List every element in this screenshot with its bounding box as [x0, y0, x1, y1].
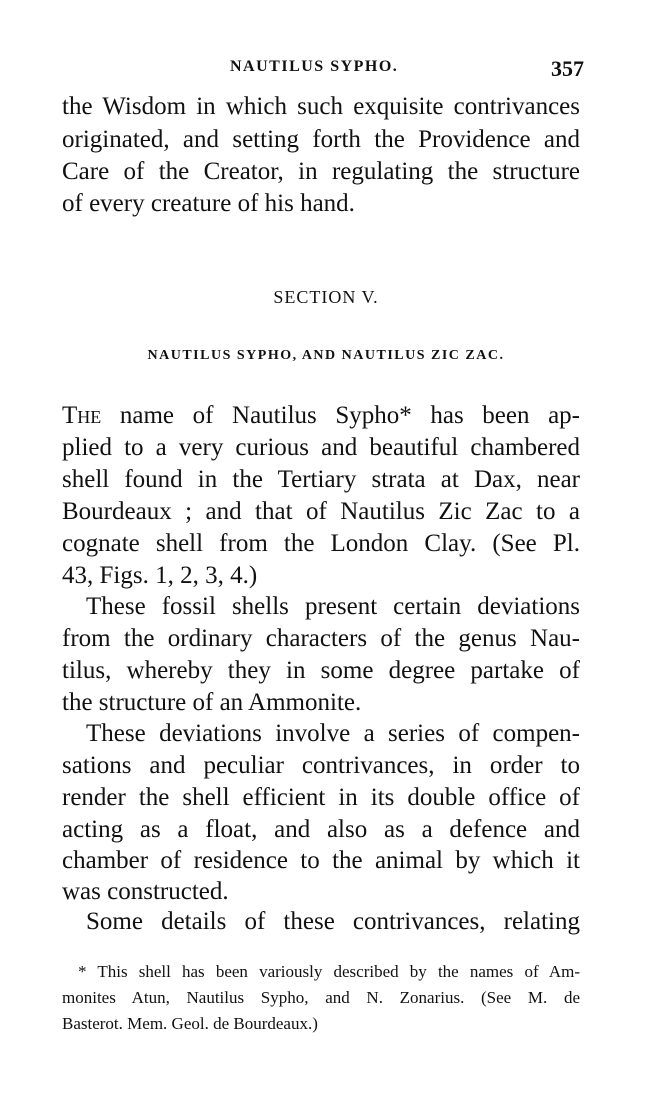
- paragraph-3-line: render the shell efficient in its double office of: [62, 784, 580, 811]
- paragraph-3-line: These deviations involve a series of compen-: [86, 720, 580, 747]
- section-subtitle: NAUTILUS SYPHO, AND NAUTILUS ZIC ZAC.: [147, 348, 505, 363]
- paragraph-3-line: chamber of residence to the animal by which it: [62, 847, 580, 874]
- paragraph-2-line: the structure of an Ammonite.: [62, 689, 362, 716]
- paragraph-3-line: was constructed.: [62, 878, 229, 905]
- paragraph-1-line: shell found in the Tertiary strata at Dax, near: [62, 466, 580, 493]
- continuation-line: the Wisdom in which such exquisite contrivances: [62, 93, 580, 120]
- paragraph-2-line: from the ordinary characters of the genus Nau-: [62, 625, 580, 652]
- paragraph-1-first-line: [62, 401, 580, 431]
- section-title: SECTION V.: [273, 287, 379, 307]
- continuation-line: originated, and setting forth the Providence and: [62, 126, 580, 153]
- first-line-text: name of Nautilus Sypho* has been ap-: [101, 402, 580, 429]
- continuation-line: of every creature of his hand.: [62, 190, 355, 217]
- drop-word: The: [62, 402, 102, 429]
- paragraph-2-line: tilus, whereby they in some degree partake of: [62, 657, 580, 684]
- page-number: 357: [551, 56, 584, 81]
- paragraph-1-line: 43, Figs. 1, 2, 3, 4.): [62, 562, 258, 589]
- continuation-line: Care of the Creator, in regulating the structure: [62, 158, 580, 185]
- footnote-line: Basterot. Mem. Geol. de Bourdeaux.): [62, 1014, 318, 1033]
- paragraph-2-line: These fossil shells present certain deviations: [86, 593, 580, 620]
- paragraph-4-line: Some details of these contrivances, relating: [86, 908, 580, 935]
- paragraph-3-line: acting as a float, and also as a defence and: [62, 816, 580, 843]
- running-title: NAUTILUS SYPHO.: [230, 58, 399, 75]
- paragraph-3-line: sations and peculiar contrivances, in order to: [62, 752, 580, 779]
- paragraph-1-line: cognate shell from the London Clay. (See Pl.: [62, 530, 580, 557]
- paragraph-1-line: plied to a very curious and beautiful chambered: [62, 434, 580, 461]
- paragraph-1-line: Bourdeaux ; and that of Nautilus Zic Zac to a: [62, 498, 580, 525]
- footnote-line: * This shell has been variously described by the names of Am-: [78, 962, 580, 981]
- running-head: [62, 56, 584, 86]
- footnote-line: monites Atun, Nautilus Sypho, and N. Zonarius. (See M. de: [62, 988, 580, 1007]
